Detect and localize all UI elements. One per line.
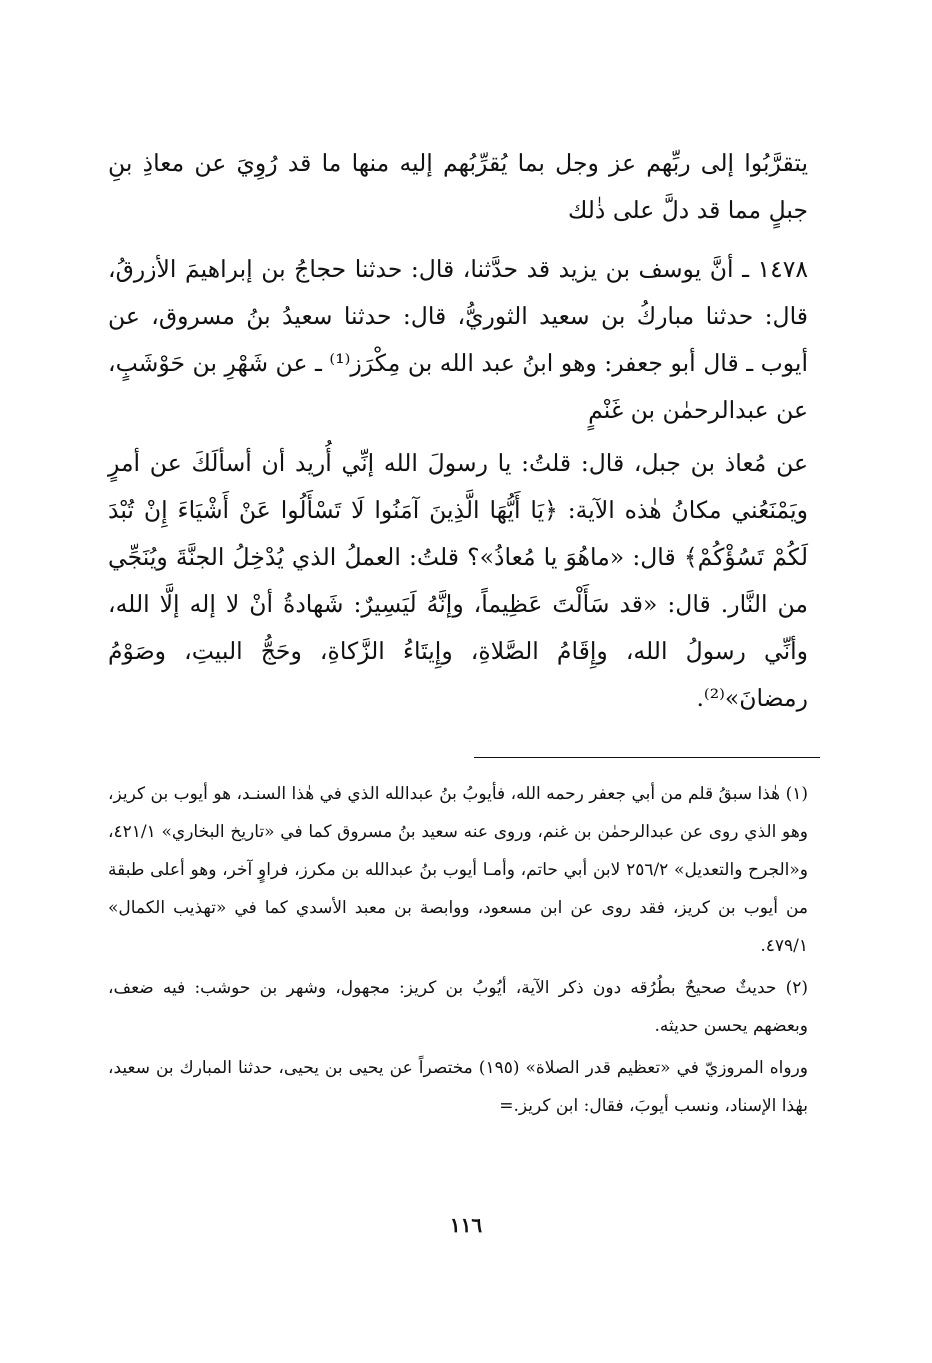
main-text	[108, 140, 808, 722]
intro-paragraph: يتقرَّبُوا إلى ربِّهم عز وجل بما يُقرِّبُهم إليه منها ما قد رُوِيَ عن معاذِ بنِ جبلٍ مما قد دلَّ على ذٰلك	[108, 149, 808, 224]
footnote-2: (٢) حديثٌ صحيحٌ بطُرُقه دون ذكر الآية، أيُوبُ بن كريز: مجهول، وشهر بن حوشب: فيه ضعف، وبعضهم يحسن حديثه.	[108, 978, 808, 1036]
continuation-mark: =	[499, 1096, 514, 1116]
hadith-matn-paragraph: عن مُعاذ بن جبل، قال: قلتُ: يا رسولَ الله إنِّي أُريد أن أسألَكَ عن أمرٍ ويَمْنَعُني مكانُ هٰذه الآية: ﴿يَا أَيُّهَا الَّذِينَ آمَنُوا لَا تَسْأَلُوا عَنْ أَشْيَاءَ إِنْ تُبْدَ لَكُمْ تَسُؤْكُمْ﴾ قال: «ماهُوَ يا مُعاذُ»؟ قلتُ: العملُ الذي يُدْخِلُ الجنَّةَ ويُنَجِّي من النَّار. قال: «قد سَأَلْتَ عَظِيماً، وإنَّهُ لَيَسِيرٌ: شَهادةُ أنْ لا إله إلَّا الله، وأنِّي رسولُ الله، وإِقَامُ الصَّلاةِ، وإِيتَاءُ الزَّكاةِ، وحَجُّ البيتِ، وصَوْمُ رمضانَ»⁽²⁾.	[108, 449, 808, 712]
hadith-isnad-paragraph: ١٤٧٨ ـ أنَّ يوسف بن يزيد قد حدَّثنا، قال: حدثنا حجاجُ بن إبراهيمَ الأزرقُ، قال: حدثنا مباركُ بن سعيد الثوريُّ، قال: حدثنا سعيدُ بنُ مسروق، عن أيوب ـ قال أبو جعفر: وهو ابنُ عبد الله بن مِكْرَز⁽¹⁾ ـ عن شَهْرِ بن حَوْشَبٍ، عن عبدالرحمٰن بن غَنْمٍ	[108, 255, 808, 424]
footnotes	[108, 775, 808, 1125]
page-number: ١١٦	[449, 1213, 483, 1237]
footnote-1: (١) هٰذا سبقُ قلم من أبي جعفر رحمه الله، فأيوبُ بنُ عبدالله الذي في هٰذا السنـد، هو أيوب بن كريز، وهو الذي روى عن عبدالرحمٰن بن غنم، وروى عنه سعيد بنُ مسروق كما في «تاريخ البخاري» ٤٢١/١، و«الجرح والتعديل» ٢٥٦/٢ لابن أبي حاتم، وأمـا أيوب بنُ عبدالله بن مكرز، فراوٍ آخر، وهو أعلى طبقة من أيوب بن كريز، فقد روى عن ابن مسعود، ووابصة بن معبد الأسدي كما في «تهذيب الكمال» ٤٧٩/١.	[108, 784, 808, 956]
footnote-separator	[474, 757, 820, 758]
footnote-2-continued	[108, 1049, 808, 1125]
footnote-2-continued-text: ورواه المروزيّ في «تعظيم قدر الصلاة» (١٩٥) مختصراً عن يحيى بن يحيى، حدثنا المبارك بن سعيد، بهٰذا الإسناد، ونسب أيوبَ، فقال: ابن كريز.	[108, 1058, 809, 1116]
